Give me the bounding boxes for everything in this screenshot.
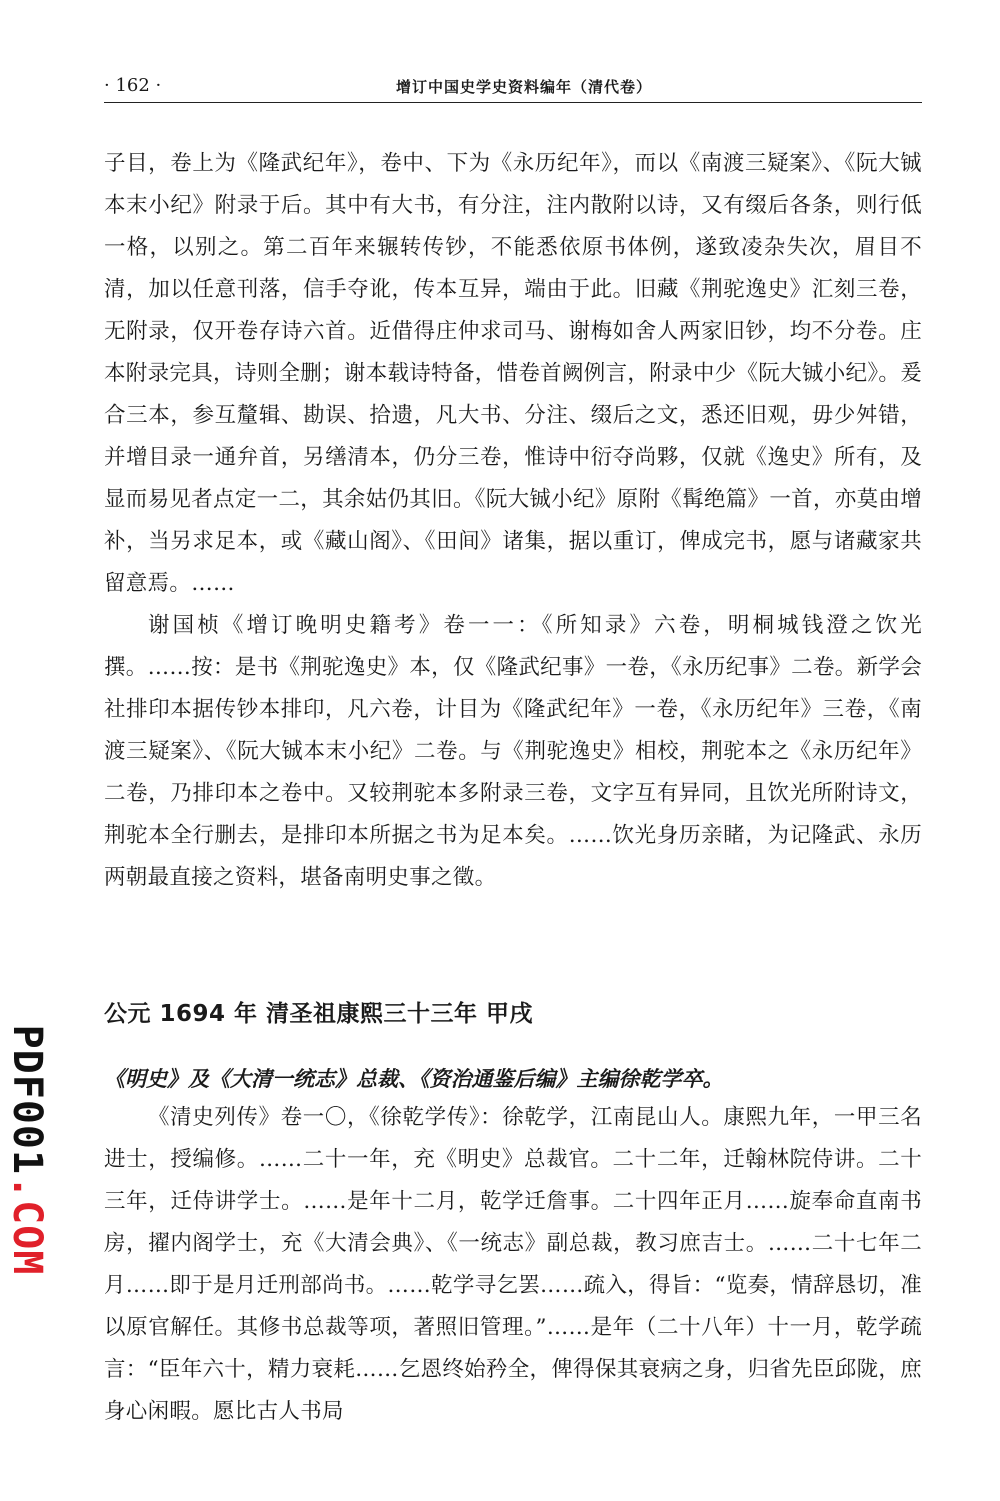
page-number: · 162 · bbox=[104, 75, 162, 96]
running-title: 增订中国史学史资料编年（清代卷） bbox=[396, 78, 653, 96]
watermark-logo bbox=[2, 1025, 52, 1275]
page-header bbox=[104, 72, 922, 103]
watermark-text bbox=[4, 1025, 50, 1276]
paragraph-quotation: 谢国桢《增订晚明史籍考》卷一一：《所知录》六卷，明桐城钱澄之饮光撰。……按：是书《荆驼逸史》本，仅《隆武纪事》一卷，《永历纪事》二卷。新学会社排印本据传钞本排印，凡六卷，计目为《隆武纪年》一卷，《永历纪年》三卷，《南渡三疑案》、《阮大铖本末小纪》二卷。与《荆驼逸史》相校，荆驼本之《永历纪年》二卷，乃排印本之卷中。又较荆驼本多附录三卷，文字互有异同，且饮光所附诗文，荆驼本全行删去，是排印本所据之书为足本矣。……饮光身历亲睹，为记隆武、永历两朝最直接之资料，堪备南明史事之徵。 bbox=[104, 613, 922, 890]
page-content bbox=[104, 143, 922, 1433]
watermark-part-1: PDF001 bbox=[4, 1024, 50, 1176]
paragraph-continued: 子目，卷上为《隆武纪年》，卷中、下为《永历纪年》，而以《南渡三疑案》、《阮大铖本末小纪》附录于后。其中有大书，有分注，注内散附以诗，又有缀后各条，则行低一格，以别之。第二百年来辗转传钞，不能悉依原书体例，遂致凌杂失次，眉目不清，加以任意刊落，信手夺讹，传本互异，端由于此。旧藏《荆驼逸史》汇刻三卷，无附录，仅开卷存诗六首。近借得庄仲求司马、谢梅如舍人两家旧钞，均不分卷。庄本附录完具，诗则全删；谢本载诗特备，惜卷首阙例言，附录中少《阮大铖小纪》。爰合三本，参互釐辑、勘误、拾遗，凡大书、分注、缀后之文，悉还旧观，毋少舛错，并增目录一通弁首，另缮清本，仍分三卷，惟诗中衍夺尚夥，仅就《逸史》所有，及显而易见者点定一二，其余姑仍其旧。《阮大铖小纪》原附《髯绝篇》一首，亦莫由增补，当另求足本，或《藏山阁》、《田间》诸集，据以重订，俾成完书，愿与诸藏家共留意焉。…… bbox=[104, 151, 922, 596]
year-heading: 公元 1694 年 清圣祖康熙三十三年 甲戌 bbox=[104, 1001, 534, 1027]
entry-title: 《明史》及《大清一统志》总裁、《资治通鉴后编》主编徐乾学卒。 bbox=[104, 1066, 724, 1091]
watermark-part-2: .COM bbox=[4, 1175, 50, 1276]
paragraph-entry: 《清史列传》卷一〇，《徐乾学传》：徐乾学，江南昆山人。康熙九年，一甲三名进士，授编修。……二十一年，充《明史》总裁官。二十二年，迁翰林院侍讲。二十三年，迁侍讲学士。……是年十二月，乾学迁詹事。二十四年正月……旋奉命直南书房，擢内阁学士，充《大清会典》、《一统志》副总裁，教习庶吉士。……二十七年二月……即于是月迁刑部尚书。……乾学寻乞罢……疏入，得旨：“览奏，情辞恳切，准以原官解任。其修书总裁等项，著照旧管理。”……是年（二十八年）十一月，乾学疏言：“臣年六十，精力衰耗……乞恩终始矜全，俾得保其衰病之身，归省先臣邱陇，庶身心闲暇。愿比古人书局 bbox=[104, 1105, 922, 1424]
